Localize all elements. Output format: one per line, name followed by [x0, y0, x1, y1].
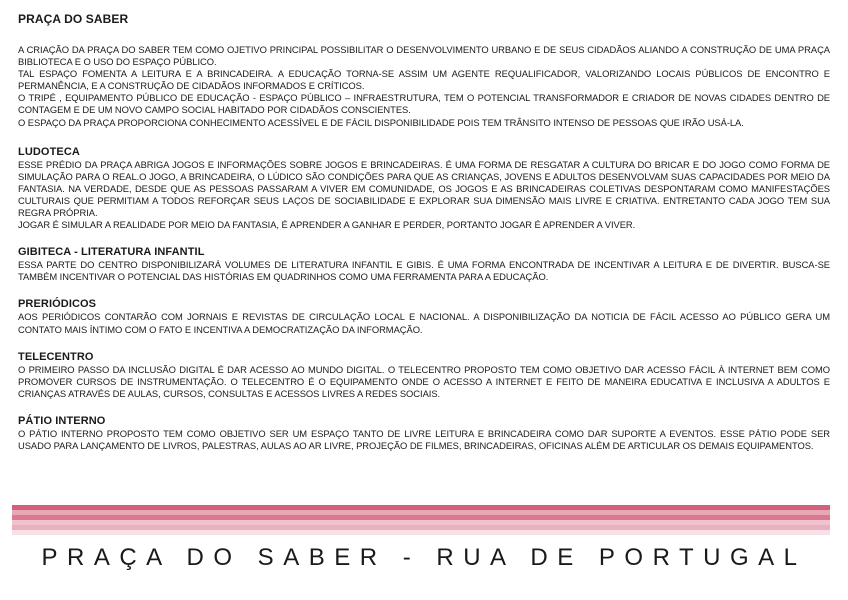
- intro-paragraph: O ESPAÇO DA PRAÇA PROPORCIONA CONHECIMENTO ACESSÍVEL E DE FÁCIL DISPONIBILIDADE POIS TEM TRÂNSITO INTENSO DE PESSOAS QUE IRÃO USÁ-LA.: [18, 116, 744, 128]
- section-paragraph: ESSA PARTE DO CENTRO DISPONIBILIZARÁ VOLUMES DE LITERATURA INFANTIL E GIBIS. É UMA FORMA ENCONTRADA DE INCENTIVAR A LEITURA E DE DIVERTIR. BUSCA-SE TAMBÉM INCENTIVAR O POTENCIAL DAS HISTÓRIAS EM QUADRINHOS COMO UMA FERRAMENTA PARA A EDUCAÇÃO.: [18, 259, 830, 283]
- section-paragraph: O PRIMEIRO PASSO DA INCLUSÃO DIGITAL É DAR ACESSO AO MUNDO DIGITAL. O TELECENTRO PROPOSTO TEM COMO OBJETIVO DAR ACESSO FÁCIL À INTERNET BEM COMO PROMOVER CURSOS DE INSTRUMENTAÇÃO. O TELECENTRO É O EQUIPAMENTO ONDE O ACESSO A INTERNET E FEITO DE MANEIRA EDUCATIVA E INCLUSIVA A ADULTOS E CRIANÇAS ATRAVÉS DE AULAS, CURSOS, CONSULTAS E ACESSOS LIVRES A REDES SOCIAIS.: [18, 363, 830, 399]
- spacer: [18, 400, 830, 415]
- section-title-patio: PÁTIO INTERNO: [18, 414, 106, 427]
- section-ludoteca: [18, 146, 830, 232]
- spacer: [18, 336, 830, 351]
- section-paragraph: AOS PERIÓDICOS CONTARÃO COM JORNAIS E REVISTAS DE CIRCULAÇÃO LOCAL E NACIONAL. A DISPONIBILIZAÇÃO DA NOTICIA DE FÁCIL ACESSO AO PÚBLICO GERA UM CONTATO MAIS ÍNTIMO COM O FATO E INCENTIVA A DEMOCRATIZAÇÃO DA INFORMAÇÃO.: [18, 311, 830, 335]
- section-title-gibiteca: GIBITECA - LITERATURA INFANTIL: [18, 246, 205, 259]
- section-periodicos: [18, 298, 830, 335]
- section-title-ludoteca: LUDOTECA: [18, 145, 80, 158]
- page-title: PRAÇA DO SABER: [18, 12, 129, 26]
- section-telecentro: [18, 351, 830, 400]
- intro-paragraph: TAL ESPAÇO FOMENTA A LEITURA E A BRINCADEIRA. A EDUCAÇÃO TORNA-SE ASSIM UM AGENTE REQUALIFICADOR, VALORIZANDO LOCAIS PÚBLICOS DE ENCONTRO E PERMANÊNCIA, E A CONSTRUÇÃO DE CIDADÃOS INFORMADOS E CRÍTICOS.: [18, 68, 830, 92]
- footer-title: PRAÇA DO SABER - RUA DE PORTUGAL: [41, 544, 807, 571]
- section-paragraph: O PÁTIO INTERNO PROPOSTO TEM COMO OBJETIVO SER UM ESPAÇO TANTO DE LIVRE LEITURA E BRINCADEIRA COMO DAR SUPORTE A EVENTOS. ESSE PÁTIO PODE SER USADO PARA LANÇAMENTO DE LIVROS, PALESTRAS, AULAS AO AR LIVRE, PROJEÇÃO DE FILMES, BRINCADEIRAS, OFICINAS ALÉM DE ARTICULAR OS DEMAIS EQUIPAMENTOS.: [18, 427, 830, 451]
- section-title-periodicos: PRERIÓDICOS: [18, 298, 97, 311]
- stripe-pale-1: [12, 530, 830, 535]
- spacer: [18, 231, 830, 246]
- spacer: [18, 283, 830, 298]
- intro-section: [18, 44, 830, 129]
- document-body: [18, 12, 830, 452]
- section-patio: [18, 415, 830, 452]
- spacer: [18, 129, 830, 146]
- section-title-telecentro: TELECENTRO: [18, 350, 94, 363]
- intro-paragraph: A CRIAÇÃO DA PRAÇA DO SABER TEM COMO OJETIVO PRINCIPAL POSSIBILITAR O DESENVOLVIMENTO URBANO E DE SEUS CIDADÃOS ALIANDO A CONSTRUÇÃO DE UMA PRAÇA BIBLIOTECA E O USO DO ESPAÇO PÚBLICO.: [18, 44, 830, 68]
- section-paragraph: JOGAR É SIMULAR A REALIDADE POR MEIO DA FANTASIA, É APRENDER A GANHAR E PERDER, PORTANTO JOGAR É APRENDER A VIVER.: [18, 219, 636, 231]
- section-gibiteca: [18, 246, 830, 283]
- intro-paragraph: O TRIPÉ , EQUIPAMENTO PÚBLICO DE EDUCAÇÃO - ESPAÇO PÚBLICO – INFRAESTRUTURA, TEM O POTENCIAL TRANSFORMADOR E CRIADOR DE NOVAS CIDADES DENTRO DE CONTAGEM E DE UM NOVO CAMPO SOCIAL HABITADO POR CIDADÃOS CONSCIENTES.: [18, 92, 830, 116]
- section-paragraph: ESSE PRÉDIO DA PRAÇA ABRIGA JOGOS E INFORMAÇÕES SOBRE JOGOS E BRINCADEIRAS. É UMA FORMA DE RESGATAR A CULTURA DO BRICAR E DO JOGO COMO FORMA DE SIMULAÇÃO PARA O REAL.O JOGO, A BRINCADEIRA, O LÚDICO SÃO CONDIÇÕES PARA QUE AS CRIANÇAS, JOVENS E ADULTOS DESENVOLVAM SUAS CAPACIDADES POR MEIO DA FANTASIA. NA VERDADE, DESDE QUE AS PESSOAS PASSARAM A VIVER EM COMUNIDADE, OS JOGOS E AS BRINCADEIRAS COLETIVAS DESPONTARAM COMO MANIFESTAÇÕES CULTURAIS QUE PERMITIAM A TODOS REFORÇAR SEUS LAÇOS DE SOCIABILIDADE E EXPLORAR SUA DIMENSÃO MAIS LIVRE E CRIATIVA. ENTRETANTO CADA JOGO TEM SUA REGRA PRÓPRIA.: [18, 158, 830, 219]
